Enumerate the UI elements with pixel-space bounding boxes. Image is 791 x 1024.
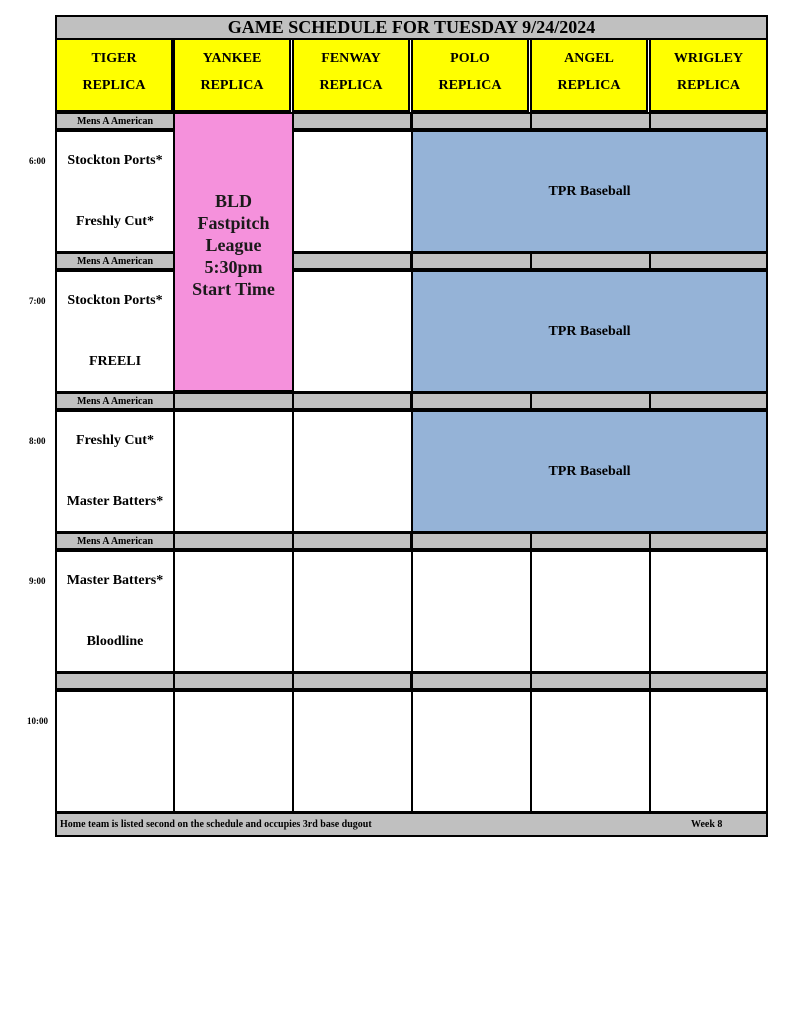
strip (530, 392, 651, 410)
empty-cell (173, 410, 294, 533)
schedule-footer (55, 812, 768, 837)
strip (292, 672, 412, 690)
division-label: Mens A American (55, 112, 175, 130)
field-sub: REPLICA (557, 78, 621, 93)
time-label: 7:00 (29, 296, 46, 306)
strip (530, 672, 651, 690)
field-header-angel (530, 40, 648, 112)
division-label: Mens A American (55, 532, 175, 550)
strip (649, 672, 768, 690)
bld-line: 5:30pm (204, 257, 263, 277)
strip (411, 532, 532, 550)
field-header-wrigley (649, 40, 768, 112)
strip (411, 252, 532, 270)
strip (411, 392, 532, 410)
empty-cell (292, 130, 413, 253)
strip (173, 672, 294, 690)
bld-line: Fastpitch (197, 213, 270, 233)
field-sub: REPLICA (676, 78, 740, 93)
strip (411, 112, 532, 130)
away-team: Stockton Ports* (67, 153, 163, 168)
time-label: 10:00 (27, 716, 48, 726)
tpr-baseball-block: TPR Baseball (411, 130, 768, 253)
home-team: Bloodline (86, 634, 144, 649)
field-name: TIGER (91, 51, 137, 66)
strip (411, 672, 532, 690)
bld-line: BLD (214, 191, 252, 211)
away-team: Master Batters* (66, 573, 164, 588)
field-sub: REPLICA (438, 78, 502, 93)
week-label: Week 8 (691, 819, 723, 830)
strip (530, 112, 651, 130)
empty-cell (411, 550, 532, 673)
field-name: POLO (450, 51, 490, 66)
game-cell (55, 410, 175, 533)
field-sub: REPLICA (319, 78, 383, 93)
empty-cell (292, 690, 413, 813)
away-team: Freshly Cut* (76, 433, 154, 448)
empty-cell (649, 550, 768, 673)
field-header-yankee (173, 40, 291, 112)
field-header-tiger (55, 40, 173, 112)
strip (173, 392, 294, 410)
home-team: Freshly Cut* (76, 214, 154, 229)
empty-cell (292, 410, 413, 533)
strip (292, 252, 412, 270)
strip (649, 252, 768, 270)
strip (649, 532, 768, 550)
division-label: Mens A American (55, 392, 175, 410)
away-team: Stockton Ports* (67, 293, 163, 308)
strip (173, 532, 294, 550)
empty-cell (173, 690, 294, 813)
strip (530, 532, 651, 550)
field-header-polo (411, 40, 529, 112)
empty-cell (530, 550, 651, 673)
empty-cell (173, 550, 294, 673)
strip (649, 112, 768, 130)
time-label: 6:00 (29, 156, 46, 166)
empty-cell (55, 690, 175, 813)
bld-line: League (205, 235, 262, 255)
schedule-title: GAME SCHEDULE FOR TUESDAY 9/24/2024 (55, 15, 768, 40)
home-team: FREELI (88, 354, 142, 369)
empty-cell (530, 690, 651, 813)
game-cell (55, 130, 175, 253)
tpr-baseball-block: TPR Baseball (411, 410, 768, 533)
strip (530, 252, 651, 270)
bld-line: Start Time (192, 279, 275, 299)
game-cell (55, 270, 175, 393)
field-name: ANGEL (564, 51, 614, 66)
field-sub: REPLICA (200, 78, 264, 93)
home-team: Master Batters* (66, 494, 164, 509)
time-label: 8:00 (29, 436, 46, 446)
strip (292, 392, 412, 410)
field-name: YANKEE (202, 51, 262, 66)
home-team-note: Home team is listed second on the schedule and occupies 3rd base dugout (60, 819, 372, 830)
strip (292, 532, 412, 550)
field-name: FENWAY (321, 51, 381, 66)
strip (55, 672, 175, 690)
division-label: Mens A American (55, 252, 175, 270)
field-header-fenway (292, 40, 410, 112)
strip (649, 392, 768, 410)
strip (292, 112, 412, 130)
field-sub: REPLICA (82, 78, 146, 93)
bld-fastpitch-block (173, 112, 294, 392)
empty-cell (649, 690, 768, 813)
game-cell (55, 550, 175, 673)
empty-cell (292, 550, 413, 673)
time-label: 9:00 (29, 576, 46, 586)
empty-cell (411, 690, 532, 813)
tpr-baseball-block: TPR Baseball (411, 270, 768, 393)
empty-cell (292, 270, 413, 393)
field-name: WRIGLEY (673, 51, 744, 66)
